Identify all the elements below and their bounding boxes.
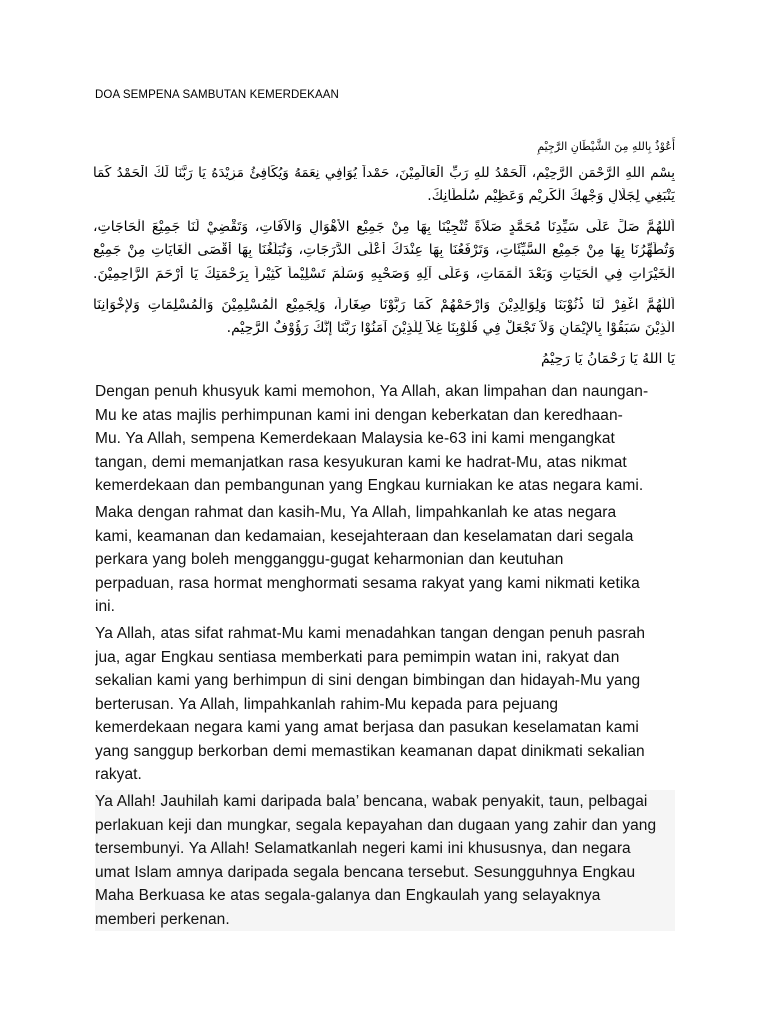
paragraph-1 (95, 380, 675, 498)
paragraph-line: tersembunyi. Ya Allah! Selamatkanlah negeri kami ini khususnya, dan negara (95, 840, 631, 857)
paragraph-line: Mu. Ya Allah, sempena Kemerdekaan Malaysia ke-63 ini kami mengangkat (95, 430, 615, 447)
arabic-block2-line: وَتُطَهِّرُنَا بِهَا مِنْ جَمِيْعِ السَّيِّئَاتِ، وَتَرْفَعُنَا بِهَا عِنْدَكَ أَعْلَى الدَّرَجَاتِ، وَتُبَلِّغُنَا بِهَا أَقْصَى الْغَايَاتِ مِنْ جَمِيْعِ (93, 242, 675, 258)
paragraph-line: umat Islam amnya daripada segala bencana tersebut. Sesungguhnya Engkau (95, 863, 636, 881)
arabic-block1-line: يَنْبَغِي لِجَلَالِ وَجْهِكَ الْكَرِيْمِ وَعَظِيْمِ سُلْطَانِكَ. (427, 188, 675, 204)
paragraph-line: perkara yang boleh mengganggu-gugat keharmonian dan keutuhan (95, 551, 564, 568)
paragraph-line: Ya Allah! Jauhilah kami daripada bala’ bencana, wabak penyakit, taun, pelbagai (95, 793, 648, 810)
arabic-taawwudz: أَعُوْذُ بِاللهِ مِنَ الشَّيْطَانِ الرَّجِيْمِ (537, 140, 675, 153)
paragraph-line: kemerdekaan negara kami yang amat berjasa dan pasukan keselamatan kami (95, 719, 639, 736)
arabic-block2-line: اَللّهُمَّ صَلِّ عَلَى سَيِّدِنَا مُحَمَّدٍ صَلاَةً تُنْجِيْنَا بِهَا مِنْ جَمِيْعِ الأَهْوَالِ وَالآفَاتِ، وَتَقْضِيْ لَنَا جَمِيْعَ الْحَاجَاتِ، (93, 219, 675, 235)
paragraph-line: yang sanggup berkorban demi memastikan keamanan dapat dinikmati sekalian (95, 742, 645, 760)
paragraph-line: tangan, demi memanjatkan rasa kesyukuran kami ke hadrat-Mu, atas nikmat (95, 453, 627, 471)
paragraph-line: perlakuan keji dan mungkar, segala kepayahan dan dugaan yang zahir dan yang (95, 816, 657, 834)
paragraph-line: jua, agar Engkau sentiasa memberkati para pemimpin watan ini, rakyat dan (95, 648, 620, 666)
paragraph-line: Dengan penuh khusyuk kami memohon, Ya Allah, akan limpahan dan naungan- (95, 383, 649, 400)
arabic-block3-line: اَللّهُمَّ اغْفِرْ لَنَا ذُنُوْبَنَا وَلِوَالِدِيْنَ وَارْحَمْهُمْ كَمَا رَبَّوْنَا صِغَاراً، وَلِجَمِيْعِ الْمُسْلِمِيْنَ وَالْمُسْلِمَاتِ وَلإِخْوَانِنَا (93, 297, 675, 313)
paragraph-line: sekalian kami yang berhimpun di sini dengan bimbingan dan hidayah-Mu yang (95, 672, 641, 689)
paragraph-line: kami, keamanan dan kedamaian, kesejahteraan dan keselamatan dari segala (95, 527, 634, 545)
paragraph-line: Maha Berkuasa ke atas segala-galanya dan Engkaulah yang selayaknya (95, 887, 601, 904)
document-title: DOA SEMPENA SAMBUTAN KEMERDEKAAN (95, 89, 339, 101)
arabic-block3-line: الَّذِيْنَ سَبَقُوْا بِالإِيْمَانِ وَلاَ تَجْعَلْ فِي قُلُوْبِنَا غِلاًّ لِلَّذِيْنَ آمَنُوْا رَبَّنَا إِنَّكَ رَؤُوْفٌ الرَّحِيْمِ. (226, 320, 675, 336)
arabic-block1-line: بِسْمِ اللهِ الرَّحْمَنِ الرَّحِيْمِ، اَلْحَمْدُ للهِ رَبِّ الْعَالَمِيْنَ، حَمْداً يُوَافِي نِعَمَهُ وَيُكَافِئُ مَزِيْدَهُ يَا رَبَّنَا لَكَ الْحَمْدُ كَمَا (93, 165, 675, 181)
paragraph-line: ini. (95, 598, 116, 615)
paragraph-line: memberi perkenan. (95, 910, 230, 928)
paragraph-4 (95, 790, 675, 931)
paragraph-line: rakyat. (95, 766, 142, 783)
arabic-block2-line: الْخَيْرَاتِ فِي الْحَيَاتِ وَبَعْدَ الْمَمَاتِ، وَعَلَى آلِهِ وَصَحْبِهِ وَسَلَّمَ تَسْلِيْماً كَثِيْراً بِرَحْمَتِكَ يَا أَرْحَمَ الرَّاحِمِيْنَ. (93, 266, 675, 282)
paragraph-line: Mu ke atas majlis perhimpunan kami ini dengan keberkatan dan keredhaan- (95, 406, 623, 424)
arabic-closing: يَا اللهُ يَا رَحْمَانُ يَا رَحِيْمُ (540, 351, 675, 367)
paragraph-line: berterusan. Ya Allah, limpahkanlah rahim-Mu kepada para pejuang (95, 695, 559, 713)
paragraph-line: Maka dengan rahmat dan kasih-Mu, Ya Allah, limpahkanlah ke atas negara (95, 504, 617, 521)
paragraph-2 (95, 501, 675, 619)
paragraph-3 (95, 622, 675, 787)
paragraph-line: perpaduan, rasa hormat menghormati sesama rakyat yang kami nikmati ketika (95, 574, 640, 592)
paragraph-line: Ya Allah, atas sifat rahmat-Mu kami menadahkan tangan dengan penuh pasrah (95, 625, 646, 642)
paragraph-line: kemerdekaan dan pembangunan yang Engkau kurniakan ke atas negara kami. (95, 477, 644, 494)
